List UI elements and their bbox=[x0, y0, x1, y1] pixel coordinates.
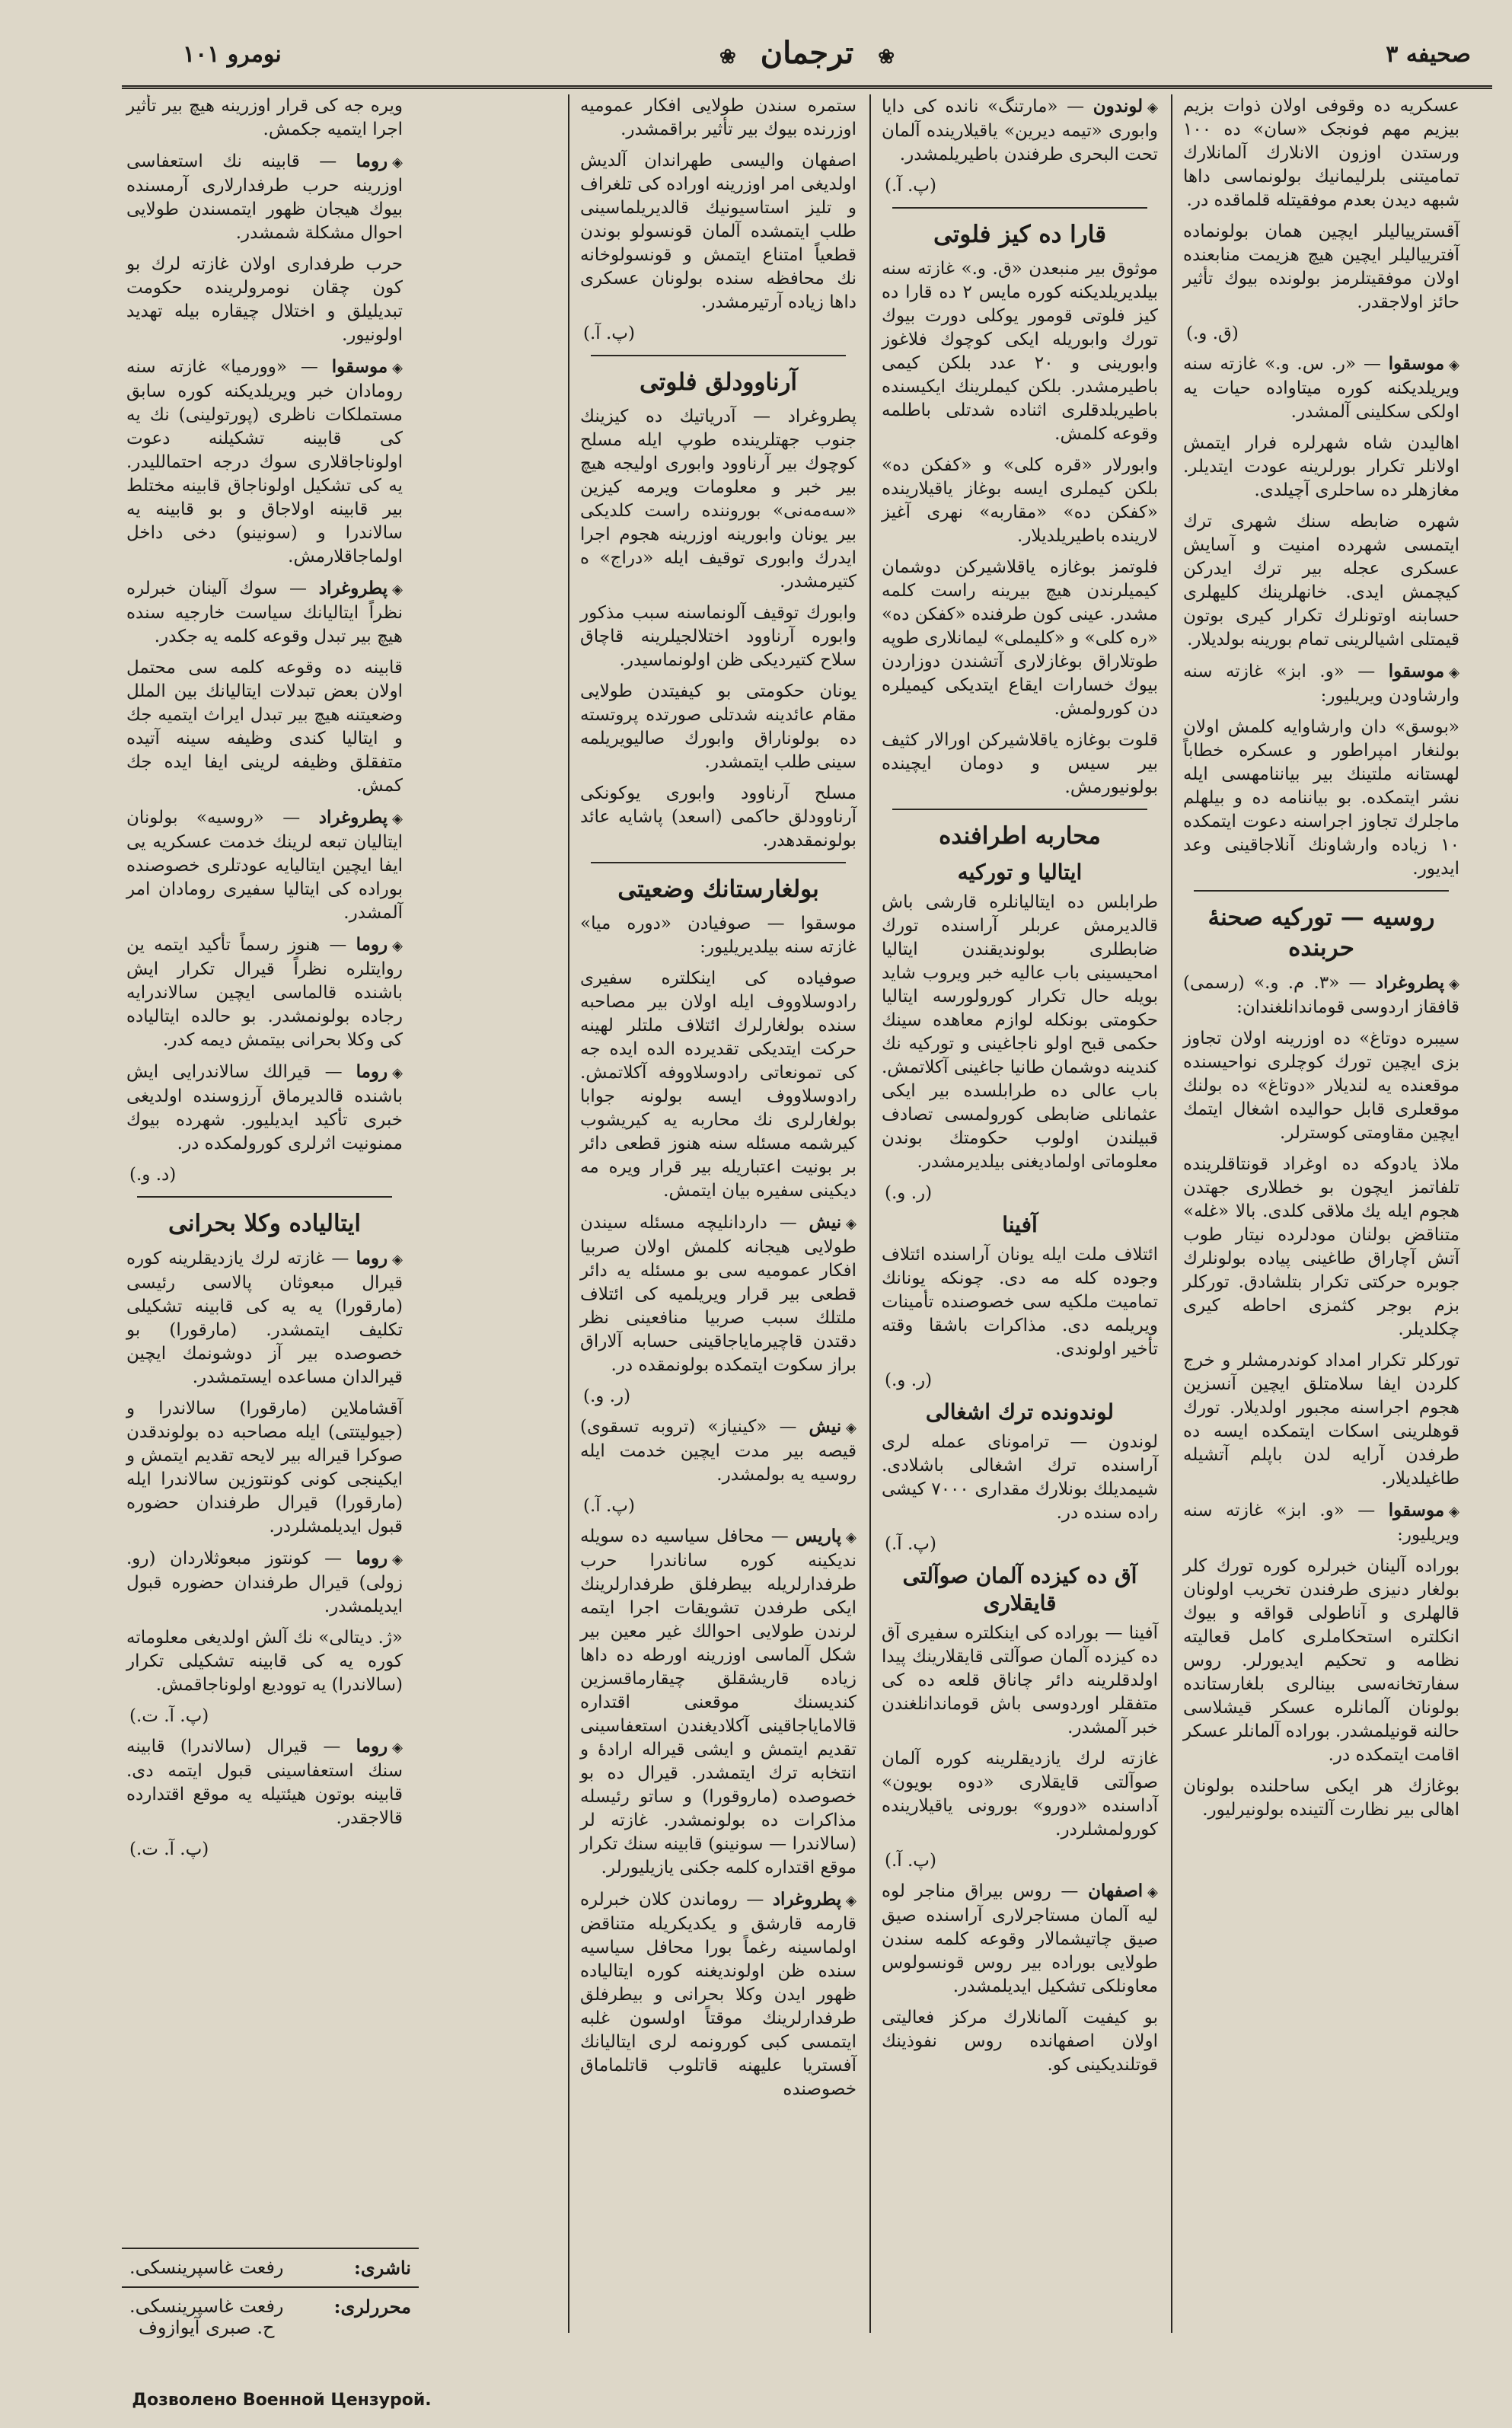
article-text: قلوت بوغازه یاقلاشیرکن اورالار کثیف بیر سیس و دومان ایچینده بولونیورمش. bbox=[882, 730, 1158, 797]
dateline: پطروغراد bbox=[318, 578, 388, 598]
dateline: پطروغراد bbox=[318, 807, 388, 828]
article-paragraph bbox=[580, 94, 856, 142]
article-paragraph bbox=[882, 556, 1158, 721]
agency-credit: (د. و.) bbox=[129, 1165, 177, 1185]
article-paragraph: ◈پطروغراد — سوك آلینان خبرلره نظراً ایتالیانك سیاست خارجیه‌ سنده هیچ بیر تبدل وقوعه کلمه‌ یه‌ جکدر. bbox=[126, 578, 403, 646]
article-paragraph: ◈پاریس — محافل سیاسیه‌ ده سویله‌ ندیکینه کوره ساناندرا حرب طرفدارلریله بیطرفلق طرفدارلرینك ایکی طرفدن تشویقات اجرا ایتمه‌ لرندن طولایی احوالك غیر معین بیر شکل آلماسی اوزرینه اورطه‌ ده داها زیاده قاریشقلق چیقارماقسزین کندیسنك موقعنی اقتداره قالامایاجاقینی آکلادیغندن استعفاسینی تقدیم ایتمش و ایشی قیراله ارادهٔ و انتخابه ترك ایتمشدر. قیرال ده بو خصوصده (ماروقورا) و ساتو رئیسله مذاکرات ده بولونمشدر. غازته‌ لر (سالاندرا — سونینو) قابینه‌ سنك تکرار موقع اقتداره کلمه‌ جکنی یازیلیورلر. bbox=[580, 1526, 857, 1878]
agency-credit: (ق. و.) bbox=[1186, 324, 1239, 343]
dateline-ornament-icon: ◈ bbox=[392, 1552, 404, 1568]
editors-label: محررلری: bbox=[333, 2296, 411, 2318]
article-subheading: ایتالیا و تورکیه bbox=[957, 860, 1083, 885]
article-text: حرب طرفداری اولان غازته‌ لرك بو کون چقان نومرولرینده حکومت تبدیلیلق و اختلال چیقاره‌ بیله تهدید اولونیور. bbox=[126, 254, 403, 345]
column-4 bbox=[122, 94, 407, 2241]
dateline-ornament-icon: ◈ bbox=[1449, 665, 1459, 681]
column-divider bbox=[568, 94, 569, 2333]
article-text: شهره ضابطه سنك شهری ترك ایتمسی شهرده امنیت و آسایش عسکری عجله بیر ترك ایدرکن کیچمش ایدی. خانهلرینك کلیهلری حسابنه اوتونلرك تکرار کیری بوتون قیمتلی اشیالرینی تمام بورینه بولدیلار. bbox=[1183, 512, 1459, 649]
article-paragraph: ◈نیش — داردانلیچه مسئله‌ سیندن طولایی هیجانه کلمش اولان صربیا افکار عمومیه‌ سی بو مسئله‌ یه دائر قطعی بیر قرار ویریلمیه کی ائتلاف ملتلك سبب صربیا منافعینی نظر دقتدن قاچیرمایاجاقینی حسابه آلاراق براز سکوت ایتمکده بولونمقده‌ در. bbox=[580, 1212, 857, 1375]
article-paragraph: ◈روما — قابینه‌ نك استعفاسی اوزرینه حرب طرفدارلاری آرمسنده بیوك هیجان ظهور ایتمسندن طولایی احوال مشکلة شمشدر. bbox=[126, 151, 404, 243]
article-text: وابورك توقیف آلونماسنه سبب مذکور وابوره آرناوود اختلالجیلرینه قاچاق سلاح کتیردیکی ظن اولونماسیدر. bbox=[580, 603, 856, 670]
article-paragraph bbox=[580, 149, 856, 314]
article-text: بوراده آلینان خبرلره کوره تورك کلر بولغار دنیزی طرفندن تخریب اولونان قالهلری و آناطولی قواقه و بیوك انکلتره استحکاملری کامل قعالیته نظامه و تحکیم ایدیورلر. روس سفارتخانه‌سی بینالری بلغارستانده بولونان آلمانلره عسکر قیشلاسی حالنه قونیلمشدر. بوراده آلمانلر عسکر اقامت ایتمکده در. bbox=[1182, 1556, 1459, 1765]
article-paragraph: ◈پطروغراد — «روسیه» بولونان ایتالیان تبعه‌ لرینك خدمت عسکریه‌ یی ایفا ایچین ایتالیایه عودتلری خصوصنده بوراده کی ایتالیا سفیری رومادان امر آلمشدر. bbox=[126, 807, 403, 923]
article-text: فلوتمز بوغازه یاقلاشیرکن دوشمان کیمیلرندن هیچ بیرینه راست کلمه مشدر. عینی کون طرفنده «کفکن ده» «ره کلی» و «کلیملی» لیمانلاری طوپه طوتلاراق بوغازلاری آتشندن دوزاردن بیوك خسارات ایقاع ایتدیکی کیمیلره‌ دن کورولمش. bbox=[882, 557, 1158, 719]
section-rule bbox=[591, 862, 846, 863]
article-text: قابینه‌ نك استعفاسی اوزرینه حرب طرفدارلاری آرمسنده بیوك هیجان ظهور ایتمسندن طولایی احوال مشکلة شمشدر. bbox=[126, 152, 403, 243]
editor-name: رفعت غاسپرینسکی. bbox=[129, 2296, 284, 2317]
article-text: صوفیاده کی اینکلتره سفیری رادوسلاووف ایله اولان بیر مصاحبه‌ سنده بولغارلرك ائتلاف ملتلر لهینه حرکت ایتدیکی تقدیرده الده ایده‌ جه کی تمونعاتی رادوسلاووفه آکلاتمش. رادوسلاووف ایسه بولونه جوابا بولغارلری نك محاربه‌ یه کیریشوب کیرشمه‌ مسئله‌ سنه هنوز قطعی دائر بر بونیت اعتباریله بیر قرار ویره‌ مه‌ دیکینی سفیره بیان ایتمش. bbox=[580, 968, 856, 1201]
article-paragraph: ◈موسقوا — «و. ابز» غازته سنه ویریلیور: bbox=[1183, 1500, 1459, 1545]
article-paragraph bbox=[882, 1622, 1158, 1740]
article-text: کونتوز مبعوثلاردان (رو. زولی) قیرال طرفندان حضوره قبول ایدیلمشدر. bbox=[126, 1549, 403, 1616]
article-paragraph: ◈موسقوا — «و. ابز» غازته سنه وارشاودن ویریلیور: bbox=[1183, 661, 1459, 706]
dateline: پاریس bbox=[795, 1526, 842, 1546]
dateline-ornament-icon: ◈ bbox=[1449, 976, 1460, 992]
dateline-ornament-icon: ◈ bbox=[1449, 1504, 1459, 1520]
dateline: موسقوا bbox=[1388, 1500, 1445, 1520]
article-paragraph bbox=[1183, 1775, 1459, 1822]
article-text: «مارتنگ» نانده کی دایا وابوری «تیمه دیرین» یاقیلارینده آلمان تحت البحری طرفندن باطیریلمشدر. bbox=[882, 97, 1158, 164]
agency-credit: (پ. آ.) bbox=[885, 1534, 936, 1554]
article-text: داردانلیچه مسئله‌ سیندن طولایی هیجانه کلمش اولان صربیا افکار عمومیه‌ سی بو مسئله‌ یه دائر قطعی بیر قرار ویریلمیه کی ائتلاف ملتلك سبب صربیا منافعینی نظر دقتدن قاچیرمایاجاقینی حسابه آلاراق براز سکوت ایتمکده بولونمقده‌ در. bbox=[580, 1213, 856, 1375]
dateline-ornament-icon: ◈ bbox=[846, 1216, 857, 1232]
dateline-ornament-icon: ◈ bbox=[846, 1530, 857, 1546]
article-text: «۳. م. و.» (رسمی) قافقاز اردوسی قوماندانلغندان: bbox=[1183, 973, 1459, 1017]
article-paragraph bbox=[1183, 220, 1459, 314]
article-subheading: لوندونده ترك اشغالی bbox=[925, 1399, 1115, 1425]
article-paragraph bbox=[126, 1397, 403, 1539]
article-subheading: آق ده کیزده آلمان صوآلتی قایقلاری bbox=[902, 1563, 1137, 1616]
article-paragraph bbox=[126, 656, 403, 798]
editor-name: ح. صبری آیوازوف bbox=[139, 2317, 275, 2338]
article-text: موثوق بیر منبعدن «ق. و.» غازته سنه بیلدیریلدیکنه کوره مایس ۲ ده قارا ده کیز فلوتی قومور یوکلی دورت بیوك تورك وابوریله ایکی کوچوك فلاغوز وابورینی و ۲۰ عدد بلکن کیمی باطیرمشدر. بلکن کیملرینك ایکیسنده باطیریلدقلری اثناده شدتلی باطلمه وقوعه کلمش. bbox=[882, 259, 1158, 444]
article-text: «و. ابز» غازته سنه ویریلیور: bbox=[1183, 1501, 1459, 1545]
article-text: طرابلس ده ایتالیانلره قارشی باش قالدیرمش عربلر آراسنده تورك ضابطلری بولوندیقندن ایتالیا امحیسینی باب عالیه خبر ویروب شاید بویله حال تکرار کورولورسه ایتالیا حکومتی بونکله لوازم معاهده سینك حکمی قبح اولو ناجاغینی و تورکیه نك کندینه دوشمان طانیا جاغینی آکلاتمش. باب عالی ده طرابلسده بیر ایکی عثمانلی ضابطی کورولمسی تصادف قبیلندن اولوب حکومتك بوندن معلوماتی اولمادیغنی بیلدیرمشدر. bbox=[882, 892, 1158, 1172]
agency-credit: (پ. آ. ت.) bbox=[129, 1839, 209, 1859]
title-text: ترجمان bbox=[760, 35, 854, 71]
dateline-ornament-icon: ◈ bbox=[392, 811, 403, 827]
dateline-ornament-icon: ◈ bbox=[1449, 357, 1460, 373]
article-text: غازته‌ لرك یازدیقلرینه کوره قیرال مبعوثان پالاسی رئیسی (مارقورا) یه یه کی قابینه تشکیلی تکلیف ایتمشدر. (مارقورا) بو خصوصده بیر آز دوشونمك ایچین قیرالدان مساعده ایستمشدر. bbox=[126, 1249, 403, 1387]
dateline: روما bbox=[356, 1061, 388, 1082]
article-text: مسلح آرناوود وابوری یوکونکی آرناوودلق حاکمی (اسعد) پاشایه عائد بولونمقدهدر. bbox=[580, 783, 856, 850]
ornament-right-icon: ❀ bbox=[878, 46, 895, 69]
article-paragraph bbox=[1183, 432, 1459, 503]
article-text: قابینه‌ ده وقوعه کلمه‌ سی محتمل اولان بعض تبدلات ایتالیانك بین الملل وضعیتنه هیچ بیر تبدل ایراث ایتمیه‌ جك و ایتالیا کندی وظیفه‌ سینه آتیده متفقلق وظیفه‌ لرینی ایفا ایده‌ جك کمش. bbox=[126, 658, 403, 796]
article-text: پطروغراد — آدریاتیك ده کیزینك جنوب جهتلرینده طوپ ایله مسلح کوچوك بیر آرناوود وابوری اولیجه هیچ بیر خبر و معلومات ویرمه کیزین «سه‌مه‌نی» بوروننده راست کلدیکی بیر یونان وابورینه اوزرینه هجوم اجرا ایدرك وابوری توقیف ایله «دراج» ه کتیرمشدر. bbox=[580, 407, 856, 592]
article-text: هنوز رسماً تأکید ایتمه‌ ین روایتلره نظراً قیرال تکرار ایش باشنده قالماسی ایچین سالاندرایه رجاده بولونمشدر. بو حالده ایتالیاده کی وکلا بحرانی بیتمش دیمه کدر. bbox=[126, 935, 403, 1050]
dateline-ornament-icon: ◈ bbox=[392, 360, 403, 376]
article-paragraph bbox=[580, 967, 856, 1203]
article-text: بوغازك هر ایکی ساحلنده بولونان اهالی بیر نظارت آلتینده بولونیرلیور. bbox=[1183, 1776, 1459, 1820]
article-text: لوندون — ترامونای عمله‌ لری آراسنده ترك اشغالی باشلادی. شیمدیلك بونلارك مقداری ۷۰۰۰ کیشی راده‌ سنده در. bbox=[882, 1432, 1159, 1523]
article-text: یونان حکومتی بو کیفیتدن طولایی مقام عائدینه شدتلی صورتده پروتسته‌ ده بولوناراق وابورك صالیویریلمه‌ سینی طلب ایتمشدر. bbox=[580, 681, 856, 772]
agency-credit: (پ. آ.) bbox=[583, 1496, 635, 1516]
article-paragraph: ◈روما — کونتوز مبعوثلاردان (رو. زولی) قیرال طرفندان حضوره قبول ایدیلمشدر. bbox=[126, 1548, 404, 1616]
agency-credit: (ر. و.) bbox=[583, 1386, 631, 1406]
article-paragraph: ◈اصفهان — روس بیراق مناجر لوه لیه آلمان مستاجرلاری آراسنده صیق صیق چاتیشمالار وقوعه کلمه‌ سندن طولایی بوراده بیر روس قونسولوس معاونلکی تشکیل ایدیلمشدر. bbox=[882, 1881, 1159, 1996]
newspaper-title bbox=[122, 35, 1492, 71]
imprint bbox=[122, 2248, 419, 2346]
dateline: پطروغراد bbox=[1375, 972, 1445, 993]
article-paragraph bbox=[882, 729, 1158, 799]
dateline-ornament-icon: ◈ bbox=[1147, 1884, 1159, 1900]
dateline-ornament-icon: ◈ bbox=[392, 582, 403, 598]
article-paragraph bbox=[882, 2006, 1158, 2077]
article-text: ائتلاف ملت ایله یونان آراسنده ائتلاف وجوده کله مه‌ دی. چونکه یونانك تمامیت ملکیه‌ سی خصوصنده تأمینات ویریلمه دی. مذاکرات باشقا وقته تأخیر اولوندی. bbox=[882, 1245, 1158, 1359]
article-paragraph: ◈روما — قیرالك سالاندرایی ایش باشنده قالدیرماق آرزوسنده اولدیغی خبری تأکید ایدیلیور. شهرده بیوك ممنونیت اثرلری کورولمکده‌ در. bbox=[126, 1061, 403, 1153]
section-rule bbox=[1194, 890, 1449, 892]
column-2 bbox=[877, 94, 1163, 2085]
article-text: اصفهان والیسی طهراندان آلدیش اولدیغی امر اوزرینه اوراده کی تلغراف و تلیز استاسیونیك قالدیریلماسینی طلب ایتمشده آلمان قونسولو بوندن قطعیاً امتناع ایتمش و قونسولوخانه نك محافظه‌ سنده بولونان عسکری داها زیاده آرتیرمشدر. bbox=[580, 151, 856, 312]
article-paragraph bbox=[580, 782, 856, 853]
article-paragraph bbox=[126, 253, 403, 347]
article-text: ویره‌ جه‌ کی قرار اوزرینه هیچ بیر تأثیر اجرا ایتمیه‌ جکمش. bbox=[126, 96, 403, 139]
article-text: ملاذ یادوکه ده اوغراد قونتاقلرینده تلفاتمز ایچون بو خطلاری جهتدن هجوم ایله یك ملاقی کلدی. بالا «غله» متناقض بولنان مودلرده نیتار طوب آتش آچاراق طاغینی پیاده بولونلرك جوبره حرکتی تکرار بتلشادق. تورکلر بزم بوجر کثمزی احاطه کیری چکلدیلر. bbox=[1183, 1154, 1459, 1339]
masthead bbox=[122, 27, 1492, 89]
dateline-ornament-icon: ◈ bbox=[392, 155, 404, 171]
dateline-ornament-icon: ◈ bbox=[1147, 100, 1158, 116]
article-paragraph: ◈نیش — «کینیاز» (تروبه‌ تسقوی) قیصه بیر مدت ایچین خدمت ایله روسیه‌ یه بولمشدر. bbox=[580, 1416, 857, 1485]
dateline-ornament-icon: ◈ bbox=[392, 1252, 403, 1268]
article-paragraph bbox=[580, 601, 856, 672]
article-paragraph bbox=[882, 891, 1158, 1174]
article-text: آقشاملاین (مارقورا) سالاندرا و (جیولیتتی) ایله مصاحبه ده بولوندقدن صوکرا قیراله بیر لایحه تقدیم ایتمش و ایکینجی کونی کونتوزین سالاندرا ایله (مارقورا) قیرال طرفندان حضوره قبول ایدیلمشلردر. bbox=[126, 1399, 403, 1536]
article-paragraph bbox=[1183, 94, 1459, 212]
article-headline: آرناوودلق فلوتی bbox=[639, 369, 798, 396]
censorship-note: Дозволено Военной Цензурой. bbox=[132, 2391, 432, 2410]
section-rule bbox=[892, 809, 1147, 810]
article-text: «وورمیا» غازته سنه رومادان خبر ویریلدیکنه کوره سابق مستملکات ناظری (پورتولینی) نك یه کی قابینه تشکیلنه دعوت اولوناجاقلاری سوك درجه احتماللیدر. یه کی تشکیل اولوناجاق قابینه مختلط بیر قابینه اولاجاق و بو قابینه یه سالاندرا و (سونینو) دخی داخل اولماجاقلارمش. bbox=[126, 357, 403, 566]
dateline: موسقوا bbox=[331, 356, 388, 377]
article-paragraph bbox=[126, 94, 403, 142]
agency-credit: (ر. و.) bbox=[885, 1183, 933, 1203]
article-paragraph: ◈پطروغراد — روماندن کلان خبرلره قارمه قارشق و یکدیکریله متناقض اولماسینه رغماً بورا محافل سیاسیه‌ سنده ظن اولوندیغنه کوره ایتالیاده ظهور ایدن وکلا بحرانی و بیطرفلق طرفدارلرینك موقتاً اولسون غلبه ایتمسی کبی کورونمه‌ لری ایتالیانك آفستریا علیهنه قاتلوب قاتلماماق خصوصنده bbox=[580, 1889, 856, 2099]
article-paragraph bbox=[126, 1626, 403, 1697]
dateline-ornament-icon: ◈ bbox=[392, 938, 403, 954]
article-text: قیرال (سالاندرا) قابینه‌ سنك استعفاسینی قبول ایتمه‌ دی. قابینه بوتون هیئتیله یه موقع اقتدارده قالاجقدر. bbox=[126, 1737, 403, 1828]
article-text: تورکلر تکرار امداد کوندرمشلر و خرج کلردن ایفا سلامتلق ایچین آنسزین هجوم اجراسنه مجبور اولدیلار. تورك قوهلرینی اسکات ایتمکده ایسه ده طرفدن آرایه لدن باپلم آتشیله طاغیلدیلار. bbox=[1183, 1351, 1459, 1488]
agency-credit: (پ. آ. ت.) bbox=[129, 1706, 209, 1726]
article-text: بو کیفیت آلمانلارك مرکز فعالیتی اولان اصفهانده روس نفوذینك قوتلندیکینی کو. bbox=[882, 2008, 1158, 2075]
article-paragraph bbox=[882, 1747, 1158, 1842]
article-paragraph bbox=[1183, 716, 1459, 881]
dateline: لوندون bbox=[1093, 96, 1144, 116]
article-paragraph bbox=[580, 405, 856, 594]
dateline: روما bbox=[356, 1736, 388, 1756]
ornament-left-icon: ❀ bbox=[719, 46, 736, 69]
article-paragraph bbox=[580, 912, 856, 959]
article-text: «بوسق» دان وارشاوایه کلمش اولان بولنغار امپراطور و عسکره خطاباً لهستانه ملتینك بیر بیاننامهسی ایله نشر ایتمکده. بو بیاننامه ده و بیلهلم ماجلرك تجاوز اجراسنه دعوت ایتمکده ۱۰ زیاده وارشاونك آنلاجاقینی وعد ایدیور. bbox=[1183, 717, 1459, 879]
article-paragraph: ◈پطروغراد — «۳. م. و.» (رسمی) قافقاز اردوسی قوماندانلغندان: bbox=[1183, 972, 1460, 1017]
column-divider bbox=[1171, 94, 1172, 2333]
article-headline: محاربه اطرافنده bbox=[939, 822, 1101, 850]
article-paragraph: ◈موسقوا — «ر. س. و.» غازته سنه ویریلدیکنه کوره میتاواده حیات یه اولکی سکلینی آلمشدر. bbox=[1183, 353, 1460, 422]
article-text: «و. ابز» غازته سنه وارشاودن ویریلیور: bbox=[1183, 662, 1459, 706]
article-paragraph bbox=[580, 680, 856, 774]
issue-number: نومرو ۱۰۱ bbox=[183, 41, 282, 68]
agency-credit: (پ. آ.) bbox=[583, 324, 635, 343]
article-text: ستمره سندن طولایی افکار عمومیه اوزرنده بیوك بیر تأثیر براقمشدر. bbox=[580, 96, 856, 139]
article-paragraph: ◈موسقوا — «وورمیا» غازته سنه رومادان خبر ویریلدیکنه کوره سابق مستملکات ناظری (پورتولینی) نك یه کی قابینه تشکیلنه دعوت اولوناجاقلاری سوك درجه احتماللیدر. یه کی تشکیل اولوناجاق قابینه مختلط بیر قابینه اولاجاق و بو قابینه یه سالاندرا و (سونینو) دخی داخل اولماجاقلارمش. bbox=[126, 356, 403, 566]
dateline: نیش bbox=[809, 1416, 842, 1437]
article-text: «کینیاز» (تروبه‌ تسقوی) قیصه بیر مدت ایچین خدمت ایله روسیه‌ یه بولمشدر. bbox=[580, 1417, 856, 1485]
article-paragraph: ◈روما — غازته‌ لرك یازدیقلرینه کوره قیرال مبعوثان پالاسی رئیسی (مارقورا) یه یه کی قابینه تشکیلی تکلیف ایتمشدر. (مارقورا) بو خصوصده بیر آز دوشونمك ایچین قیرالدان مساعده ایستمشدر. bbox=[126, 1248, 403, 1387]
dateline: روما bbox=[356, 1548, 388, 1568]
article-paragraph bbox=[882, 1243, 1158, 1361]
agency-credit: (ر. و.) bbox=[885, 1370, 933, 1390]
dateline: روما bbox=[356, 934, 388, 955]
page-number: صحیفه ۳ bbox=[1386, 41, 1471, 68]
editors-row bbox=[122, 2286, 419, 2346]
dateline: پطروغراد bbox=[772, 1889, 842, 1910]
article-text: سوك آلینان خبرلره نظراً ایتالیانك سیاست خارجیه‌ سنده هیچ بیر تبدل وقوعه کلمه‌ یه‌ جکدر. bbox=[126, 579, 403, 646]
dateline: روما bbox=[356, 151, 388, 171]
article-text: قیرالك سالاندرایی ایش باشنده قالدیرماق آرزوسنده اولدیغی خبری تأکید ایدیلیور. شهرده بیوك ممنونیت اثرلری کورولمکده‌ در. bbox=[126, 1062, 403, 1153]
article-subheading: آفینا bbox=[1002, 1212, 1038, 1237]
agency-credit: (پ. آ.) bbox=[885, 176, 936, 196]
article-text: وابورلار «قره کلی» و «کفکن ده» بلکن کیملری ایسه بوغاز یاقیلارینده «کفکن ده» «مقاربه» نهری آغیز لارینده باطیریلدیلار. bbox=[882, 455, 1158, 546]
article-paragraph bbox=[882, 257, 1158, 446]
article-text: اهالیدن شاه شهرلره فرار ایتمش اولانلر تکرار بورلرینه عودت ایتدیلر. مغازهلر ده ساحلری آچیلدی. bbox=[1183, 433, 1459, 500]
dateline: موسقوا bbox=[1388, 661, 1445, 681]
article-text: «روسیه» بولونان ایتالیان تبعه‌ لرینك خدمت عسکریه‌ یی ایفا ایچین ایتالیایه عودتلری خصوصنده بوراده کی ایتالیا سفیری رومادان امر آلمشدر. bbox=[126, 808, 403, 923]
section-rule bbox=[892, 207, 1147, 209]
article-headline: قارا ده کیز فلوتی bbox=[933, 221, 1107, 248]
article-headline: روسیه — تورکیه صحنهٔ حربنده bbox=[1207, 904, 1435, 962]
article-text: سیبره‌ دوتاغ» ده اوزرینه اولان تجاوز بزی ایچین تورك کوچلری نواحیسنده موقعنده یه لندیلار «دوتاغ» ده بولنك موقعلری قابل حوالیده اشغال ایتمك ایچین مقاومتی کوسترلر. bbox=[1183, 1029, 1459, 1143]
article-text: موسقوا — صوفیادن «دوره‌ میا» غازته سنه بیلدیریلیور: bbox=[580, 914, 856, 957]
dateline-ornament-icon: ◈ bbox=[392, 1740, 404, 1756]
article-text: روس بیراق مناجر لوه لیه آلمان مستاجرلاری آراسنده صیق صیق چاتیشمالار وقوعه کلمه‌ سندن طولایی بوراده بیر روس قونسولوس معاونلکی تشکیل ایدیلمشدر. bbox=[882, 1881, 1158, 1996]
article-paragraph bbox=[882, 454, 1158, 548]
column-divider bbox=[869, 94, 871, 2333]
dateline: موسقوا bbox=[1388, 353, 1445, 374]
article-paragraph bbox=[1183, 1153, 1459, 1342]
article-paragraph: ◈روما — هنوز رسماً تأکید ایتمه‌ ین روایتلره نظراً قیرال تکرار ایش باشنده قالماسی ایچین سالاندرایه رجاده بولونمشدر. بو حالده ایتالیاده کی وکلا بحرانی بیتمش دیمه کدر. bbox=[126, 934, 403, 1050]
publisher-row bbox=[122, 2248, 419, 2286]
article-text: آقسترییالیلر ایچین همان بولونماده آفترییالیلر ایچین هیچ هزیمت منابعنده اولان موفقیتلرمز بولونده بیوك تأثیر حائز اولاجقدر. bbox=[1183, 222, 1459, 312]
article-headline: بولغارستانك وضعیتی bbox=[617, 876, 819, 903]
dateline: اصفهان bbox=[1088, 1881, 1144, 1901]
article-text: عسکریه ده وقوفی اولان ذوات بزیم بیزیم مهم فونجک «سان» ده ۱۰۰ ورستدن اوزون الانلارك آلمانلارك تمامیتنی بلرلیمانیك بولونماسی داها شبهه دیدن بعدم موفقیتله قلماقده در. bbox=[1183, 96, 1459, 210]
column-1 bbox=[1179, 94, 1464, 1830]
editors-names bbox=[129, 2296, 284, 2338]
article-paragraph: ◈روما — قیرال (سالاندرا) قابینه‌ سنك استعفاسینی قبول ایتمه‌ دی. قابینه بوتون هیئتیله یه موقع اقتدارده قالاجقدر. bbox=[126, 1736, 404, 1828]
article-paragraph bbox=[1183, 510, 1459, 652]
column-3 bbox=[576, 94, 861, 2109]
publisher-label: ناشری: bbox=[354, 2257, 411, 2279]
section-rule bbox=[591, 355, 846, 356]
article-paragraph bbox=[1183, 1027, 1459, 1145]
article-text: «ژ. دیتالی» نك آلش اولدیغی معلوماته کوره یه کی قابینه تشکیلی تکرار (سالاندرا) یه توودیع اولوناجاقمش. bbox=[126, 1628, 403, 1695]
agency-credit: (پ. آ.) bbox=[885, 1851, 936, 1871]
section-rule bbox=[137, 1196, 392, 1198]
article-paragraph bbox=[882, 1431, 1158, 1525]
dateline: نیش bbox=[809, 1212, 842, 1233]
article-text: محافل سیاسیه‌ ده سویله‌ ندیکینه کوره ساناندرا حرب طرفدارلریله بیطرفلق طرفدارلرینك ایکی طرفدن تشویقات اجرا ایتمه‌ لرندن طولایی احوالك غیر معین بیر شکل آلماسی اوزرینه اورطه‌ ده داها زیاده قاریشقلق چیقارماقسزین کندیسنك موقعنی اقتداره قالامایاجاقینی آکلادیغندن استعفاسینی تقدیم ایتمش و ایشی قیراله ارادهٔ و انتخابه ترك ایتمشدر. قیرال ده بو خصوصده (ماروقورا) و ساتو رئیسله مذاکرات ده بولونمشدر. غازته‌ لر (سالاندرا — سونینو) قابینه‌ سنك تکرار موقع اقتداره کلمه‌ جکنی یازیلیورلر. bbox=[580, 1527, 856, 1878]
article-text: غازته لرك یازدیقلرینه کوره آلمان صوآلتی قایقلاری «دوه‌ بویون» آداسنده «دورو» بورونی یاقیلارینده کورولمشلردر. bbox=[882, 1749, 1158, 1839]
article-text: روماندن کلان خبرلره قارمه قارشق و یکدیکریله متناقض اولماسینه رغماً بورا محافل سیاسیه‌ سنده ظن اولوندیغنه کوره ایتالیاده ظهور ایدن وکلا بحرانی و بیطرفلق طرفدارلرینك موقتاً اولسون غلبه ایتمسی کبی کورونمه‌ لری ایتالیانك آفستریا علیهنه قاتلوب قاتلماماق خصوصنده bbox=[580, 1890, 856, 2099]
dateline-ornament-icon: ◈ bbox=[392, 1065, 403, 1081]
article-headline: ایتالیاده وکلا بحرانی bbox=[168, 1210, 361, 1237]
dateline-ornament-icon: ◈ bbox=[846, 1893, 856, 1909]
article-paragraph bbox=[1183, 1349, 1459, 1491]
dateline-ornament-icon: ◈ bbox=[846, 1420, 857, 1436]
article-paragraph bbox=[1183, 1555, 1459, 1767]
publisher-name: رفعت غاسپرینسکی. bbox=[129, 2257, 284, 2278]
article-text: «ر. س. و.» غازته سنه ویریلدیکنه کوره میتاواده حیات یه اولکی سکلینی آلمشدر. bbox=[1183, 354, 1459, 422]
article-text: آفینا — بوراده کی اینکلتره سفیری آق ده کیزده آلمان صوآلتی قایقلارینك پیدا اولدقلرینه دائر چاناق قلعه ده کی متفقلر اوردوسی باش قوماندانلغندن خبر آلمشدر. bbox=[882, 1623, 1158, 1737]
dateline: روما bbox=[356, 1248, 388, 1268]
article-paragraph: ◈لوندون — «مارتنگ» نانده کی دایا وابوری «تیمه دیرین» یاقیلارینده آلمان تحت البحری طرفندن باطیریلمشدر. bbox=[882, 96, 1158, 164]
